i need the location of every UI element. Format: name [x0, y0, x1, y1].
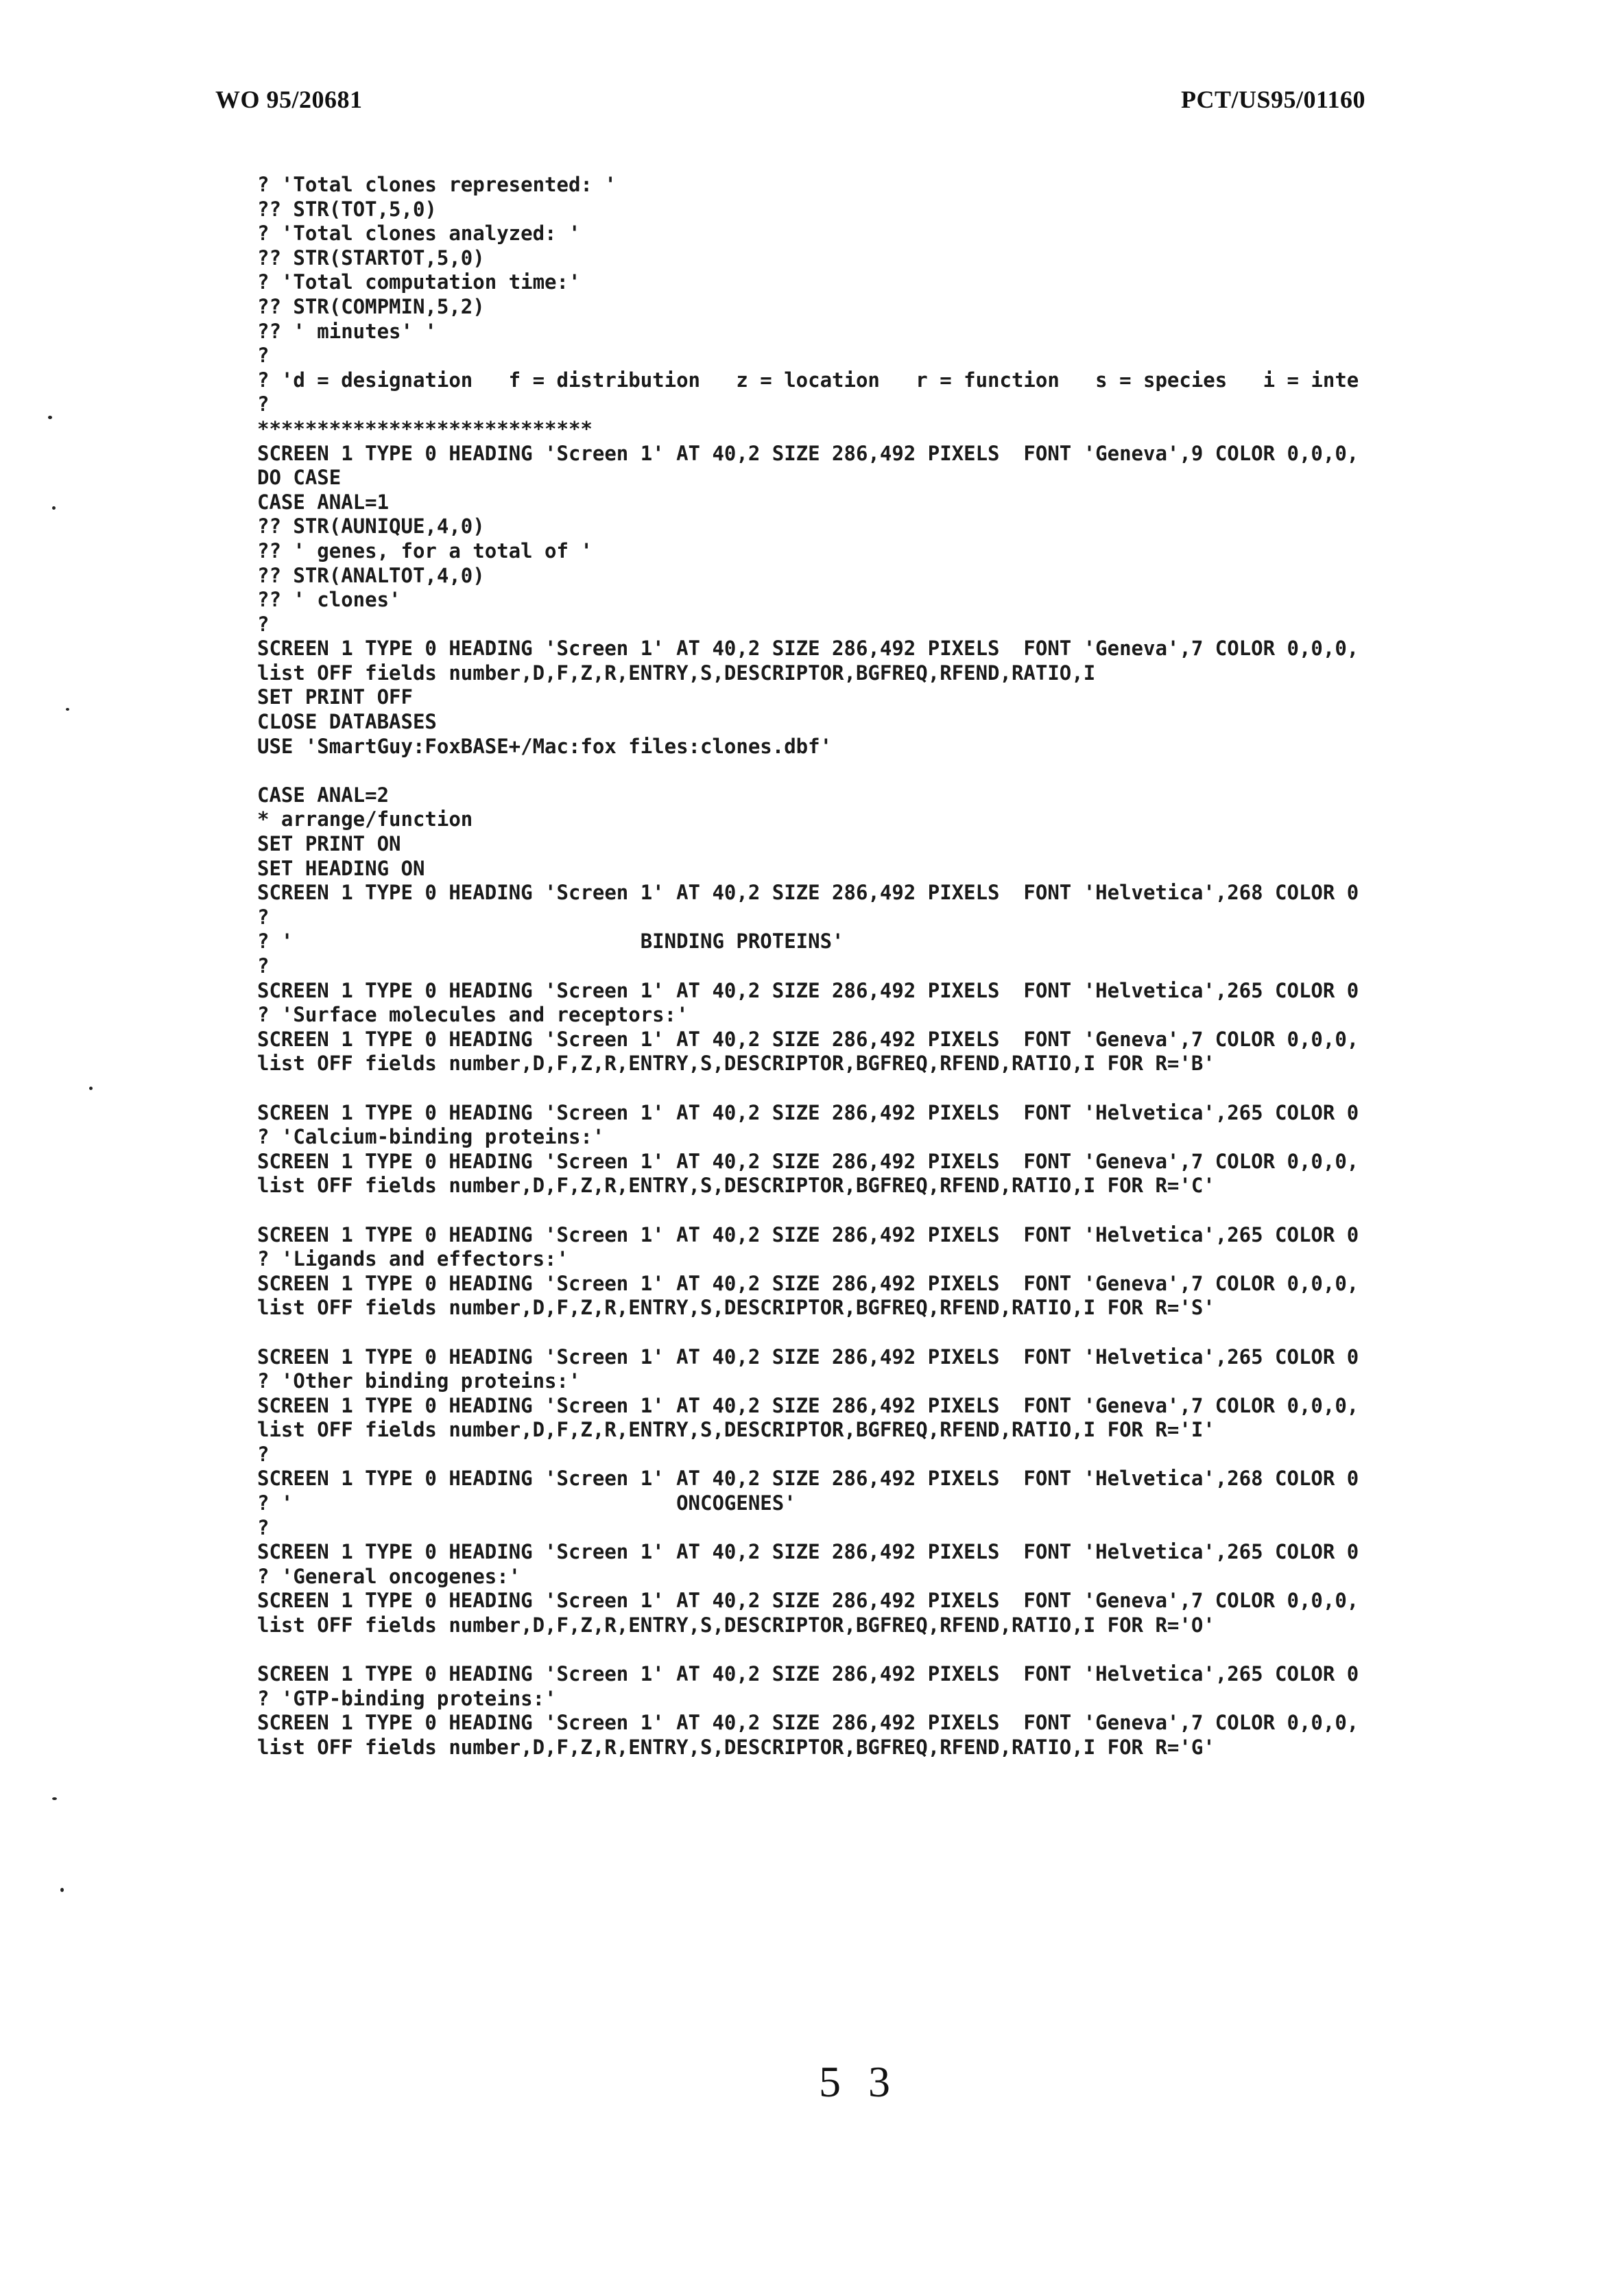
code-line: ? 'Calcium-binding proteins:' [257, 1125, 605, 1149]
code-line: SCREEN 1 TYPE 0 HEADING 'Screen 1' AT 40,2 SIZE 286,492 PIXELS FONT 'Geneva',7 COLOR 0,0,0, [257, 1711, 1359, 1735]
scan-speck [52, 1797, 57, 1800]
code-line: ? 'Total clones analyzed: ' [257, 222, 581, 246]
code-line: SET PRINT ON [257, 832, 401, 856]
code-line: CASE ANAL=1 [257, 490, 390, 514]
code-line: CLOSE DATABASES [257, 710, 437, 734]
code-line: ? 'General oncogenes:' [257, 1564, 521, 1588]
code-line: list OFF fields number,D,F,Z,R,ENTRY,S,DESCRIPTOR,BGFREQ,RFEND,RATIO,I FOR R='S' [257, 1296, 1215, 1320]
code-line: SCREEN 1 TYPE 0 HEADING 'Screen 1' AT 40,2 SIZE 286,492 PIXELS FONT 'Helvetica',265 COLOR 0 [257, 1540, 1359, 1564]
code-line: SCREEN 1 TYPE 0 HEADING 'Screen 1' AT 40,2 SIZE 286,492 PIXELS FONT 'Geneva',7 COLOR 0,0,0, [257, 1149, 1359, 1173]
scan-speck [52, 506, 56, 510]
code-line: SCREEN 1 TYPE 0 HEADING 'Screen 1' AT 40,2 SIZE 286,492 PIXELS FONT 'Geneva',7 COLOR 0,0,0, [257, 1393, 1359, 1417]
code-line: ?? ' clones' [257, 588, 401, 612]
code-line: list OFF fields number,D,F,Z,R,ENTRY,S,DESCRIPTOR,BGFREQ,RFEND,RATIO,I [257, 661, 1096, 685]
code-line [257, 1638, 1492, 1663]
code-line: * arrange/function [257, 807, 473, 831]
code-line: ?? STR(TOT,5,0) [257, 197, 437, 221]
application-number: PCT/US95/01160 [1181, 86, 1366, 113]
code-line: ? [257, 954, 270, 978]
code-line [257, 759, 1492, 783]
scan-speck [89, 1087, 93, 1090]
code-line: SCREEN 1 TYPE 0 HEADING 'Screen 1' AT 40,2 SIZE 286,492 PIXELS FONT 'Helvetica',268 COLOR 0 [257, 1467, 1359, 1491]
code-line: ? [257, 344, 270, 368]
code-line: SCREEN 1 TYPE 0 HEADING 'Screen 1' AT 40,2 SIZE 286,492 PIXELS FONT 'Geneva',7 COLOR 0,0,0, [257, 1589, 1359, 1613]
code-line: CASE ANAL=2 [257, 783, 390, 807]
scan-speck [48, 416, 52, 419]
code-line: ? [257, 612, 270, 636]
page-number: 5 3 [819, 2057, 898, 2106]
code-line: ? [257, 392, 270, 416]
code-listing [257, 173, 1492, 1764]
code-line: ? ' BINDING PROTEINS' [257, 930, 844, 954]
code-line: SET PRINT OFF [257, 685, 413, 709]
code-line: ? 'GTP-binding proteins:' [257, 1686, 557, 1710]
code-line: **************************** [257, 416, 593, 440]
code-line: SCREEN 1 TYPE 0 HEADING 'Screen 1' AT 40,2 SIZE 286,492 PIXELS FONT 'Helvetica',268 COLOR 0 [257, 881, 1359, 905]
scan-speck [66, 708, 69, 711]
code-line: SCREEN 1 TYPE 0 HEADING 'Screen 1' AT 40,2 SIZE 286,492 PIXELS FONT 'Geneva',7 COLOR 0,0,0, [257, 1027, 1359, 1051]
code-line: ?? STR(ANALTOT,4,0) [257, 563, 485, 587]
code-line: SCREEN 1 TYPE 0 HEADING 'Screen 1' AT 40,2 SIZE 286,492 PIXELS FONT 'Geneva',7 COLOR 0,0,0, [257, 637, 1359, 661]
code-line: ? 'Surface molecules and receptors:' [257, 1003, 689, 1027]
code-line: ? 'd = designation f = distribution z = location r = function s = species i = inte [257, 368, 1359, 392]
code-line: ? 'Ligands and effectors:' [257, 1247, 569, 1271]
publication-number: WO 95/20681 [215, 86, 363, 113]
code-line: ? 'Total clones represented: ' [257, 173, 617, 196]
code-line: list OFF fields number,D,F,Z,R,ENTRY,S,DESCRIPTOR,BGFREQ,RFEND,RATIO,I FOR R='C' [257, 1174, 1215, 1198]
code-line: ?? STR(AUNIQUE,4,0) [257, 514, 485, 539]
code-line: ?? ' genes, for a total of ' [257, 539, 593, 563]
code-line: SCREEN 1 TYPE 0 HEADING 'Screen 1' AT 40,2 SIZE 286,492 PIXELS FONT 'Helvetica',265 COLOR 0 [257, 1222, 1359, 1246]
code-line [257, 1321, 1492, 1345]
code-line: SCREEN 1 TYPE 0 HEADING 'Screen 1' AT 40,2 SIZE 286,492 PIXELS FONT 'Geneva',7 COLOR 0,0,0, [257, 1271, 1359, 1295]
code-line: ?? ' minutes' ' [257, 319, 437, 343]
code-line: SCREEN 1 TYPE 0 HEADING 'Screen 1' AT 40,2 SIZE 286,492 PIXELS FONT 'Helvetica',265 COLOR 0 [257, 1345, 1359, 1369]
code-line: DO CASE [257, 466, 342, 490]
code-line: USE 'SmartGuy:FoxBASE+/Mac:fox files:clones.dbf' [257, 734, 833, 758]
code-line: list OFF fields number,D,F,Z,R,ENTRY,S,DESCRIPTOR,BGFREQ,RFEND,RATIO,I FOR R='B' [257, 1052, 1215, 1076]
code-line: ? ' ONCOGENES' [257, 1491, 796, 1515]
scan-speck [60, 1888, 64, 1892]
code-line: ?? STR(COMPMIN,5,2) [257, 294, 485, 318]
code-line: ? 'Other binding proteins:' [257, 1369, 581, 1393]
code-line: list OFF fields number,D,F,Z,R,ENTRY,S,DESCRIPTOR,BGFREQ,RFEND,RATIO,I FOR R='I' [257, 1418, 1215, 1442]
code-line: SCREEN 1 TYPE 0 HEADING 'Screen 1' AT 40,2 SIZE 286,492 PIXELS FONT 'Helvetica',265 COLOR 0 [257, 978, 1359, 1002]
code-line [257, 1076, 1492, 1101]
code-line: list OFF fields number,D,F,Z,R,ENTRY,S,DESCRIPTOR,BGFREQ,RFEND,RATIO,I FOR R='O' [257, 1613, 1215, 1637]
code-line: SCREEN 1 TYPE 0 HEADING 'Screen 1' AT 40,2 SIZE 286,492 PIXELS FONT 'Helvetica',265 COLOR 0 [257, 1100, 1359, 1124]
code-line: SCREEN 1 TYPE 0 HEADING 'Screen 1' AT 40,2 SIZE 286,492 PIXELS FONT 'Helvetica',265 COLOR 0 [257, 1662, 1359, 1686]
code-line: ? [257, 1442, 270, 1466]
code-line: ?? STR(STARTOT,5,0) [257, 246, 485, 270]
code-line: SET HEADING ON [257, 856, 425, 880]
code-line: ? [257, 1515, 270, 1539]
code-line: ? 'Total computation time:' [257, 270, 581, 294]
code-line: SCREEN 1 TYPE 0 HEADING 'Screen 1' AT 40,2 SIZE 286,492 PIXELS FONT 'Geneva',9 COLOR 0,0,0, [257, 441, 1359, 465]
code-line: list OFF fields number,D,F,Z,R,ENTRY,S,DESCRIPTOR,BGFREQ,RFEND,RATIO,I FOR R='G' [257, 1736, 1215, 1759]
code-line [257, 1198, 1492, 1223]
code-line: ? [257, 905, 270, 929]
